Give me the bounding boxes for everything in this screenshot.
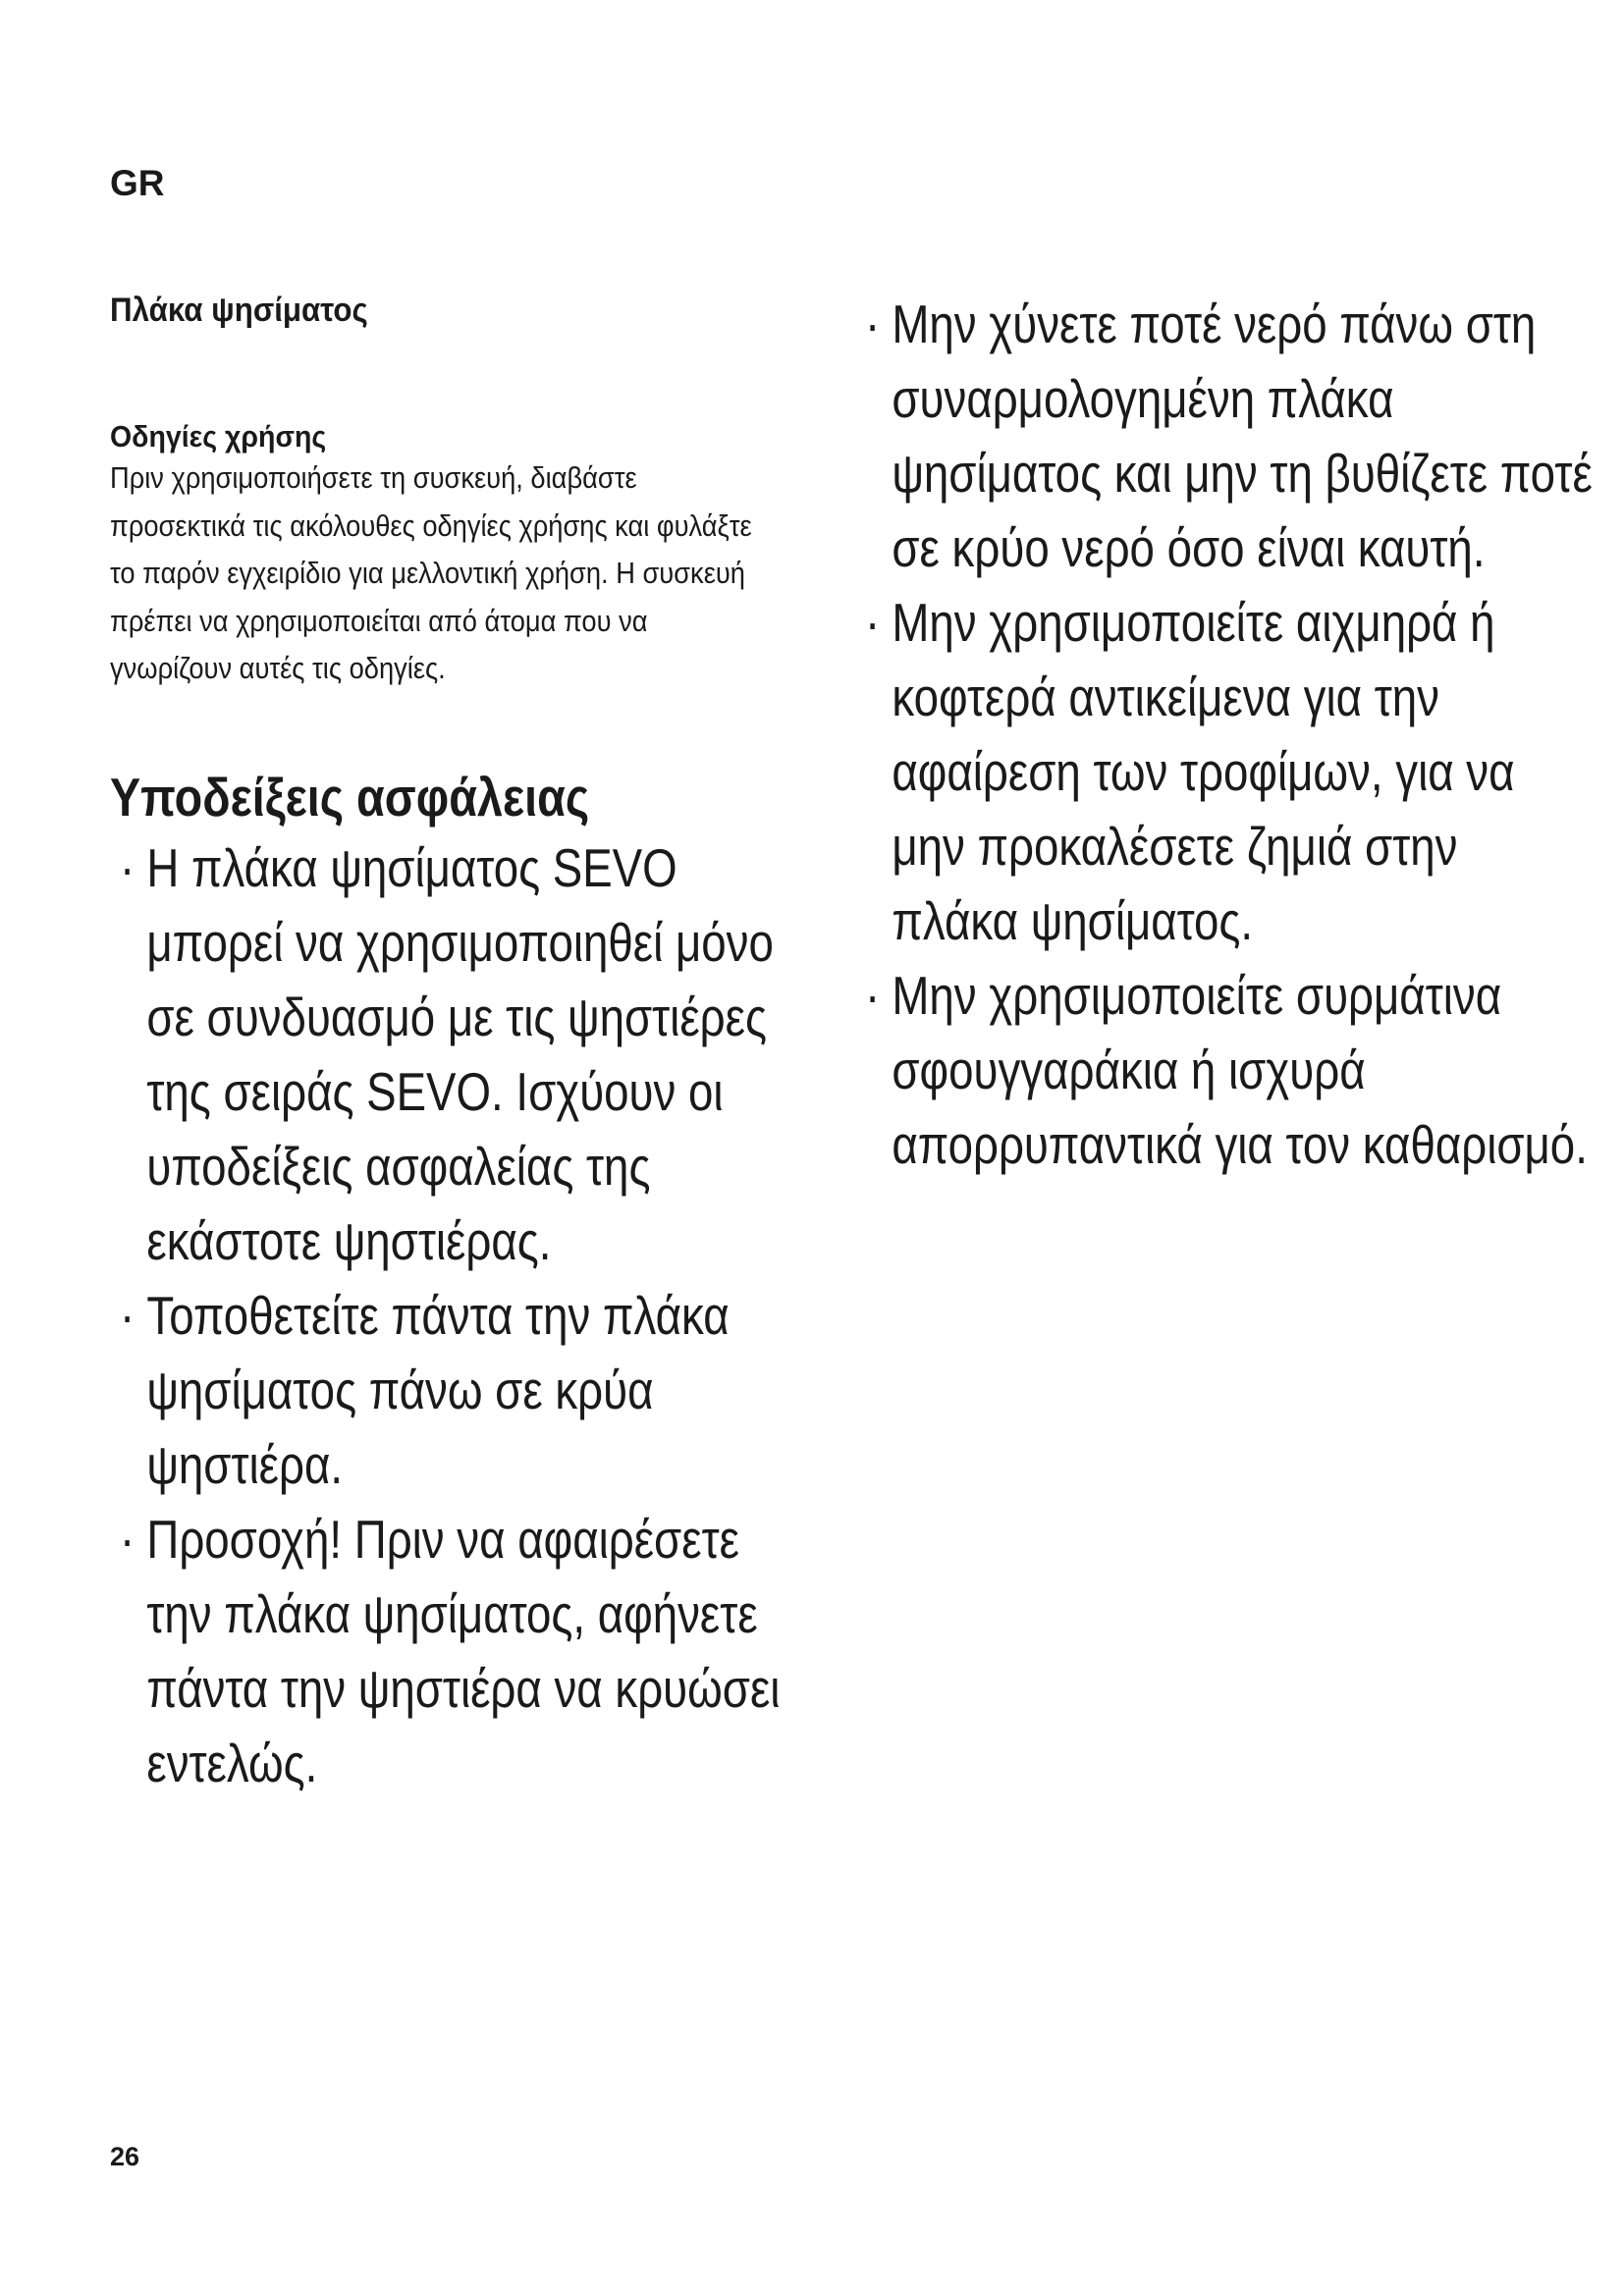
bullet-dot-icon: · [864, 592, 881, 653]
bullet-dot-icon: · [119, 1284, 135, 1346]
safety-title: Υποδείξεις ασφάλειας [110, 766, 590, 828]
safety-item-text: Μην χρησιμοποιείτε αιχμηρά ή κοφτερά αντικείμενα για την αφαίρεση των τροφίμων, για να μην προκαλέσετε ζημιά στην πλάκα ψησίματος. [892, 592, 1515, 951]
bullet-dot-icon: · [119, 836, 135, 898]
document-title: Πλάκα ψησίματος [110, 292, 368, 329]
instructions-heading: Οδηγίες χρήσης [110, 419, 327, 454]
safety-item [855, 585, 1593, 958]
bullet-dot-icon: · [119, 1508, 135, 1570]
safety-list-continued [855, 287, 1593, 1182]
safety-item-text: Μην χύνετε ποτέ νερό πάνω στη συναρμολογημένη πλάκα ψησίματος και μην τη βυθίζετε ποτέ σε κρύο νερό όσο είναι καυτή. [892, 294, 1593, 578]
safety-item-text: Μην χρησιμοποιείτε συρμάτινα σφουγγαράκια ή ισχυρά απορρυπαντικά για τον καθαρισμό. [892, 965, 1588, 1175]
safety-list [110, 830, 797, 1800]
right-column [855, 287, 1593, 1182]
safety-item [110, 830, 815, 1278]
left-column [110, 291, 797, 1800]
bullet-dot-icon: · [864, 965, 881, 1026]
bullet-dot-icon: · [864, 294, 881, 354]
safety-item [855, 287, 1593, 585]
safety-item-text: Η πλάκα ψησίματος SEVO μπορεί να χρησιμοποιηθεί μόνο σε συνδυασμό με τις ψηστιέρες της σειράς SEVO. Ισχύουν οι υποδείξεις ασφαλείας της εκάστοτε ψηστιέρας. [146, 836, 774, 1271]
safety-item [110, 1502, 815, 1800]
page-number: 26 [110, 2142, 140, 2171]
language-code: GR [110, 163, 165, 203]
safety-item-text: Προσοχή! Πριν να αφαιρέσετε την πλάκα ψησίματος, αφήνετε πάντα την ψηστιέρα να κρυώσει εντελώς. [146, 1508, 781, 1793]
safety-item [110, 1278, 815, 1502]
safety-item-text: Τοποθετείτε πάντα την πλάκα ψησίματος πάνω σε κρύα ψηστιέρα. [146, 1284, 730, 1495]
safety-item [855, 958, 1593, 1182]
instructions-body: Πριν χρησιμοποιήσετε τη συσκευή, διαβάστε προσεκτικά τις ακόλουθες οδηγίες χρήσης και φυλάξτε το παρόν εγχειρίδιο για μελλοντική χρήση. Η συσκευή πρέπει να χρησιμοποιείται από άτομα που να γνωρίζουν αυτές τις οδηγίες. [110, 460, 752, 685]
